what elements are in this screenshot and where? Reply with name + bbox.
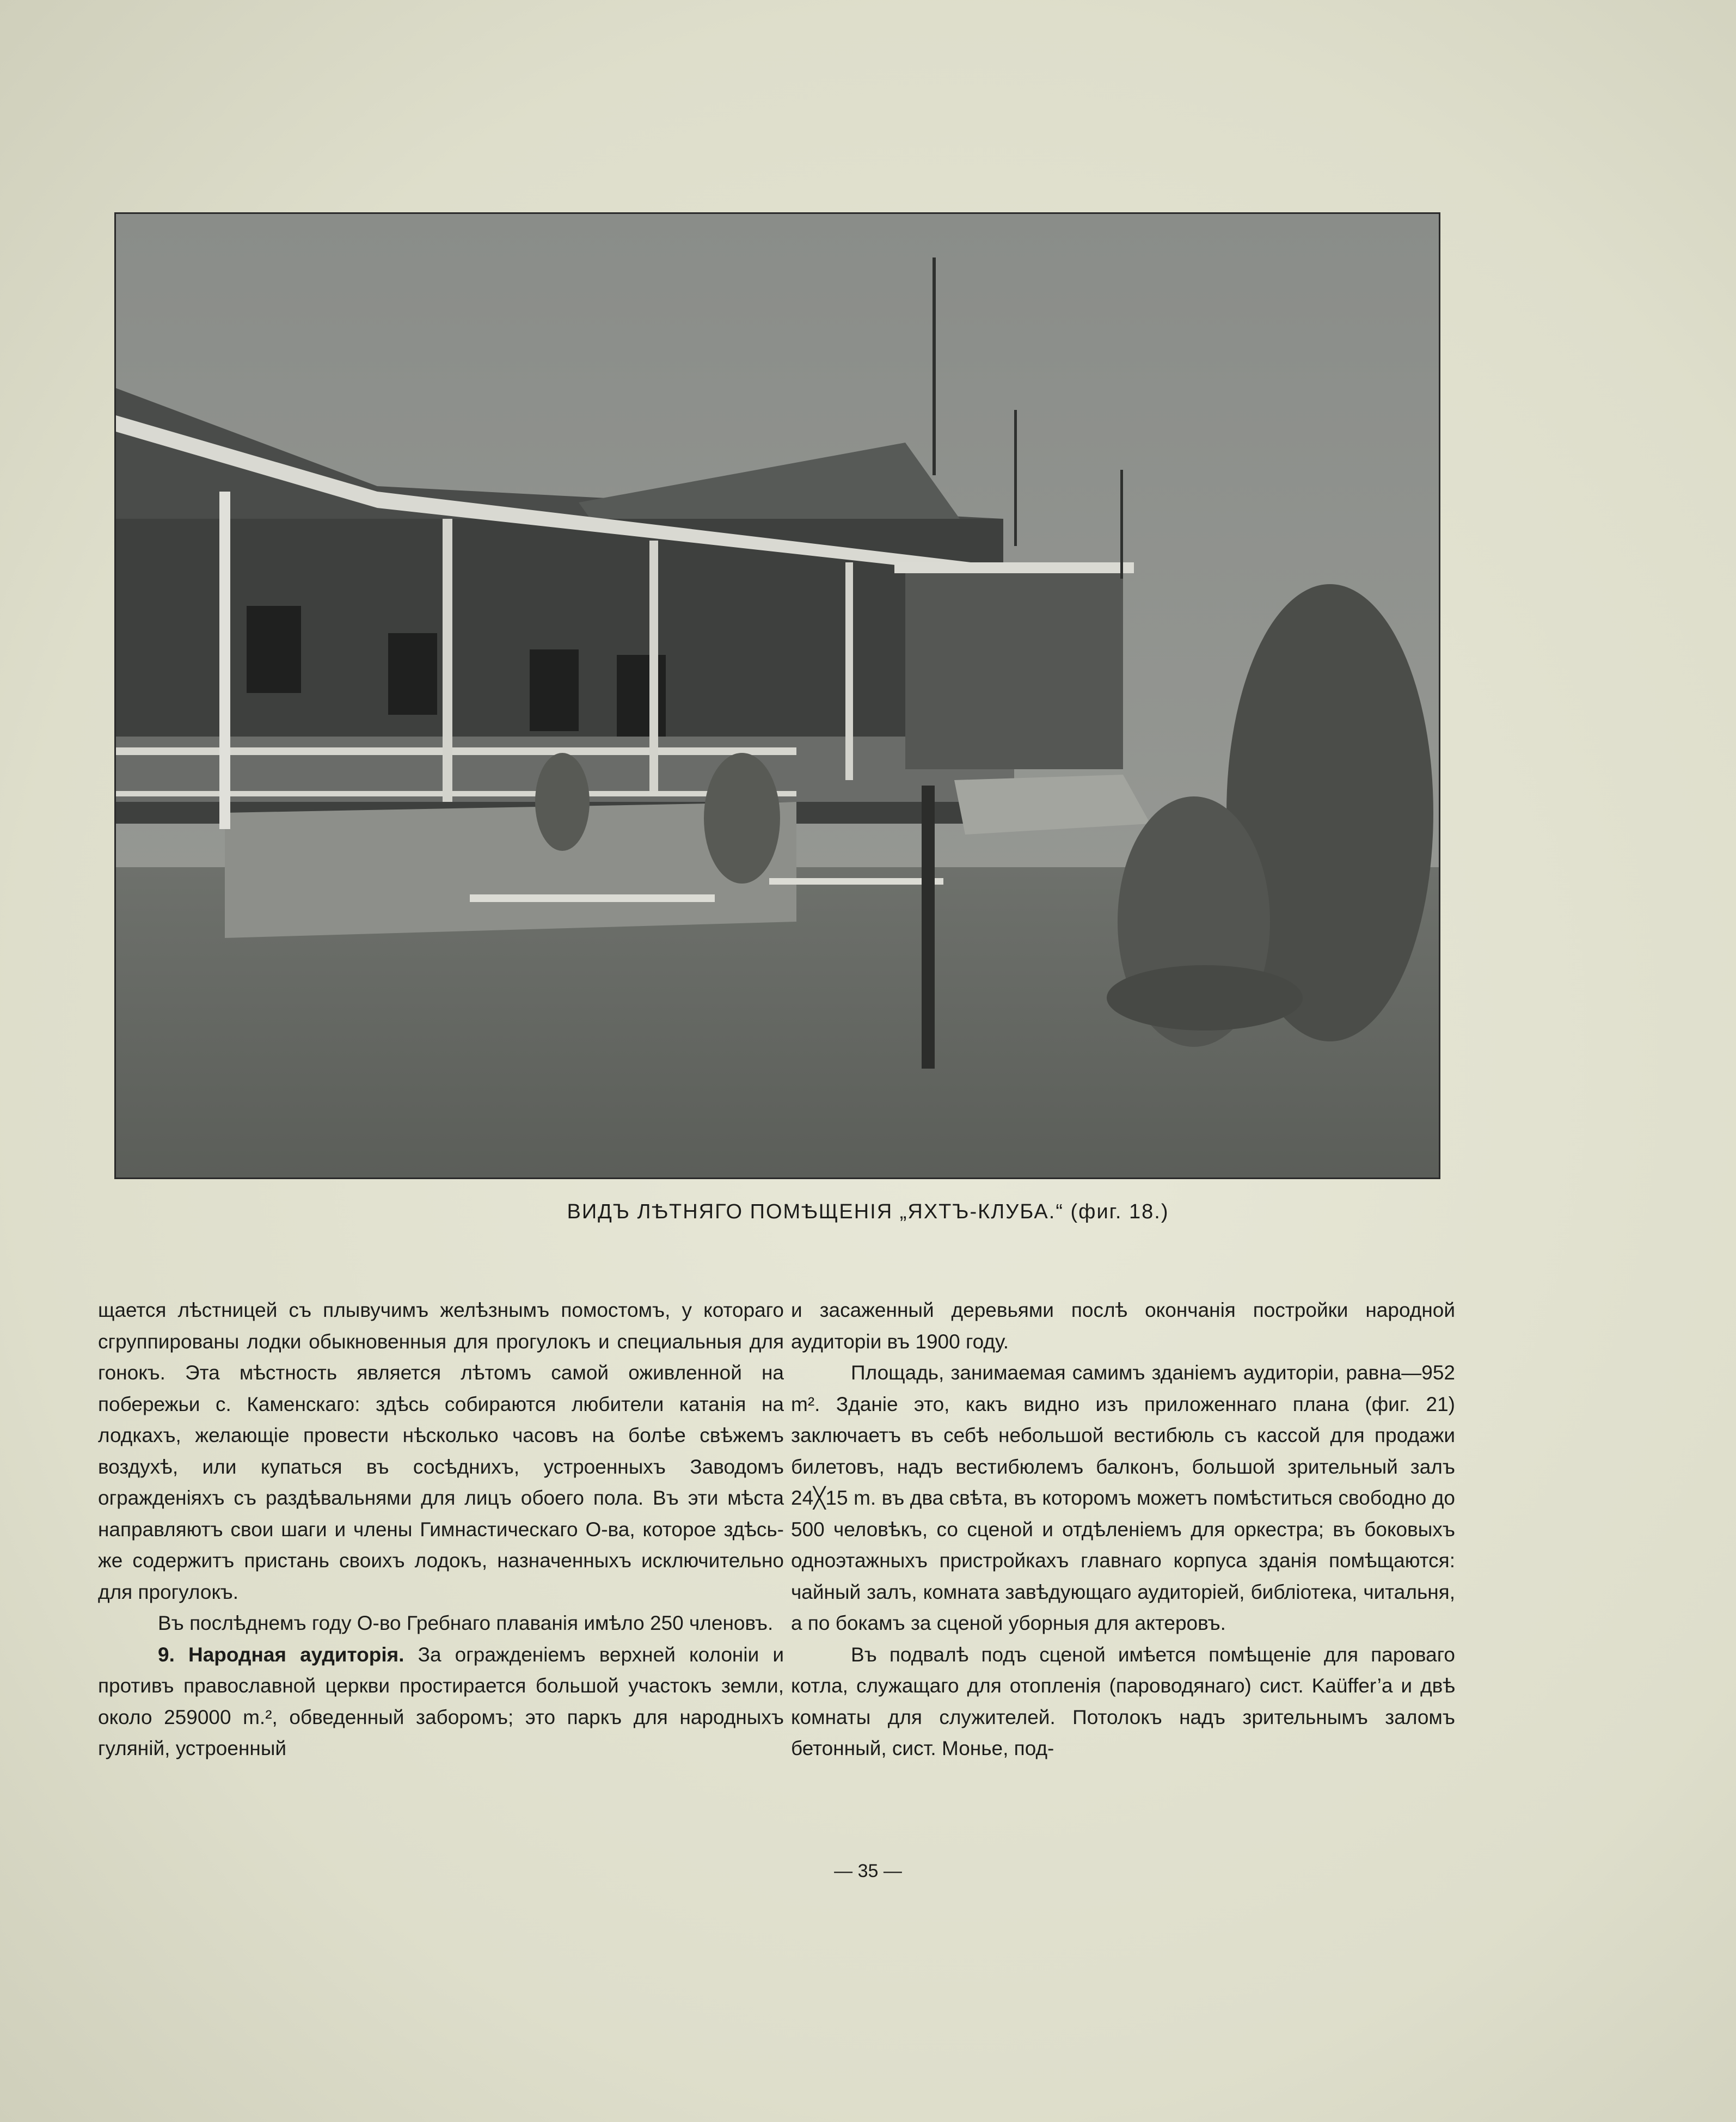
paragraph: и засаженный деревьями послѣ окончанія постройки народной аудиторіи въ 1900 году.: [791, 1299, 1455, 1353]
section-paragraph: [98, 1639, 784, 1764]
paragraph: щается лѣстницей съ плывучимъ желѣзнымъ помостомъ, у котораго сгруппированы лодки обыкновенныя для прогулокъ и специальныя для гонокъ. Эта мѣстность является лѣтомъ самой оживленной на побережьи с. Каменскаго: здѣсь собираются любители катанія на лодкахъ, желающіе провести нѣсколько часовъ на болѣе свѣжемъ воздухѣ, или купаться въ сосѣднихъ, устроенныхъ Заводомъ огражденіяхъ съ раздѣвальнями для лицъ обоего пола. Въ эти мѣста направляютъ свои шаги и члены Гимнастическаго О-ва, которое здѣсь-же содержитъ пристань своихъ лодокъ, назначенныхъ исключительно для прогулокъ.: [98, 1299, 784, 1603]
paragraph: Площадь, занимаемая самимъ зданіемъ аудиторіи, равна—952 m². Зданіе это, какъ видно изъ приложеннаго плана (фиг. 21) заключаетъ въ себѣ небольшой вестибюль съ кассой для продажи билетовъ, надъ вестибюлемъ балконъ, большой зрительный залъ 24╳15 m. въ два свѣта, въ которомъ можетъ помѣститься свободно до 500 человѣкъ, со сценой и отдѣленіемъ для оркестра; въ боковыхъ одноэтажныхъ пристройкахъ главнаго корпуса зданія помѣщаются: чайный залъ, комната завѣдующаго аудиторіей, библіотека, читальня, а по бокамъ за сценой уборныя для актеровъ.: [791, 1361, 1455, 1634]
figure-caption: ВИДЪ ЛѢТНЯГО ПОМѢЩЕНІЯ „ЯХТЪ-КЛУБА.“ (фиг. 18.): [567, 1200, 1169, 1223]
section-number: 9.: [158, 1643, 175, 1666]
paragraph: Въ послѣднемъ году О-во Гребнаго плаванія имѣло 250 членовъ.: [158, 1612, 774, 1634]
section-text: За огражденіемъ верхней колоніи и противъ православной церкви простирается большой участокъ земли, около 259000 m.², обведенный заборомъ; это паркъ для народныхъ гуляній, устроенный: [98, 1643, 784, 1759]
photo-illustration: [116, 214, 1439, 1177]
yacht-club-photo: [114, 212, 1440, 1179]
page-number: — 35 —: [834, 1861, 902, 1881]
paragraph: Въ подвалѣ подъ сценой имѣется помѣщеніе для пароваго котла, служащаго для отопленія (пароводянаго) сист. Kaüffer’a и двѣ комнаты для служителей. Потолокъ надъ зрительнымъ заломъ бетонный, сист. Монье, под-: [791, 1643, 1455, 1759]
right-column: [791, 1295, 1455, 1764]
left-column: [98, 1295, 784, 1764]
section-title: Народная аудиторія.: [188, 1643, 404, 1666]
